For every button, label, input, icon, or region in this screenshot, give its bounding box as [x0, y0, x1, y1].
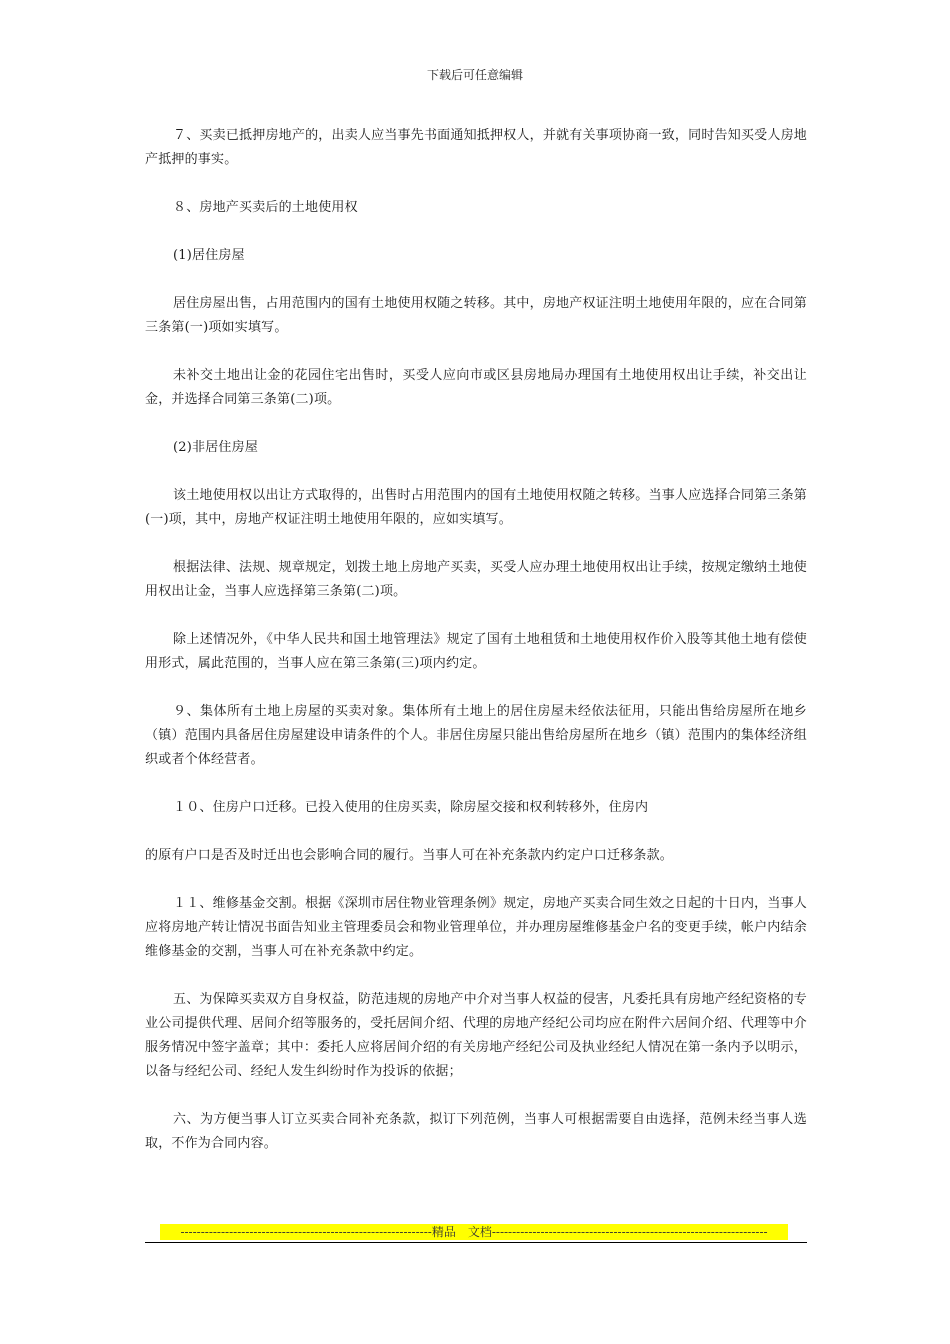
paragraph-residential-sale: 居住房屋出售，占用范围内的国有土地使用权随之转移。其中，房地产权证注明土地使用年限的，应在合同第三条第(一)项如实填写。	[145, 296, 807, 335]
document-body	[145, 124, 807, 1180]
paragraph-item-11: １１、维修基金交割。根据《深圳市居住物业管理条例》规定，房地产买卖合同生效之日起的十日内，当事人应将房地产转让情况书面告知业主管理委员会和物业管理单位，并办理房屋维修基金户名的变更手续，帐户内结余维修基金的交割，当事人可在补充条款中约定。	[145, 896, 807, 959]
paragraph-item-10-continued: 的原有户口是否及时迁出也会影响合同的履行。当事人可在补充条款内约定户口迁移条款。	[145, 848, 674, 863]
paragraph-item-8-heading: ８、房地产买卖后的土地使用权	[173, 200, 358, 215]
paragraph-other-forms: 除上述情况外，《中华人民共和国土地管理法》规定了国有土地租赁和土地使用权作价入股等其他土地有偿使用形式，属此范围的，当事人应在第三条第(三)项内约定。	[145, 632, 807, 671]
paragraph-allocated-land: 根据法律、法规、规章规定，划拨土地上房地产买卖，买受人应办理土地使用权出让手续，按规定缴纳土地使用权出让金，当事人应选择第三条第(二)项。	[145, 560, 807, 599]
paragraph-subheading-non-residential: (2)非居住房屋	[173, 440, 259, 455]
paragraph-subheading-residential: (1)居住房屋	[173, 248, 245, 263]
footer-banner: --------------------------------------------------------------精品 文档--------------------------------------------------------------------	[160, 1224, 788, 1240]
page-header: 下载后可任意编辑	[426, 68, 523, 82]
paragraph-item-9: ９、集体所有土地上房屋的买卖对象。集体所有土地上的居住房屋未经依法征用，只能出售给房屋所在地乡（镇）范围内具备居住房屋建设申请条件的个人。非居住房屋只能出售给房屋所在地乡（镇）范围内的集体经济组织或者个体经营者。	[145, 704, 807, 767]
paragraph-transfer-land: 该土地使用权以出让方式取得的，出售时占用范围内的国有土地使用权随之转移。当事人应选择合同第三条第(一)项，其中，房地产权证注明土地使用年限的，应如实填写。	[145, 488, 807, 527]
paragraph-garden-house: 未补交土地出让金的花园住宅出售时，买受人应向市或区县房地局办理国有土地使用权出让手续，补交出让金，并选择合同第三条第(二)项。	[145, 368, 807, 407]
paragraph-item-7: ７、买卖已抵押房地产的，出卖人应当事先书面通知抵押权人，并就有关事项协商一致，同时告知买受人房地产抵押的事实。	[145, 128, 807, 167]
paragraph-section-5: 五、为保障买卖双方自身权益，防范违规的房地产中介对当事人权益的侵害，凡委托具有房地产经纪资格的专业公司提供代理、居间介绍等服务的，受托居间介绍、代理的房地产经纪公司均应在附件六居间介绍、代理等中介服务情况中签字盖章；其中：委托人应将居间介绍的有关房地产经纪公司及执业经纪人情况在第一条内予以明示，以备与经纪公司、经纪人发生纠纷时作为投诉的依据；	[145, 992, 807, 1079]
footer-divider	[145, 1242, 807, 1243]
paragraph-section-6: 六、为方便当事人订立买卖合同补充条款，拟订下列范例，当事人可根据需要自由选择，范例未经当事人选取，不作为合同内容。	[145, 1112, 807, 1151]
paragraph-item-10: １０、住房户口迁移。已投入使用的住房买卖，除房屋交接和权利转移外，住房内	[173, 800, 649, 815]
